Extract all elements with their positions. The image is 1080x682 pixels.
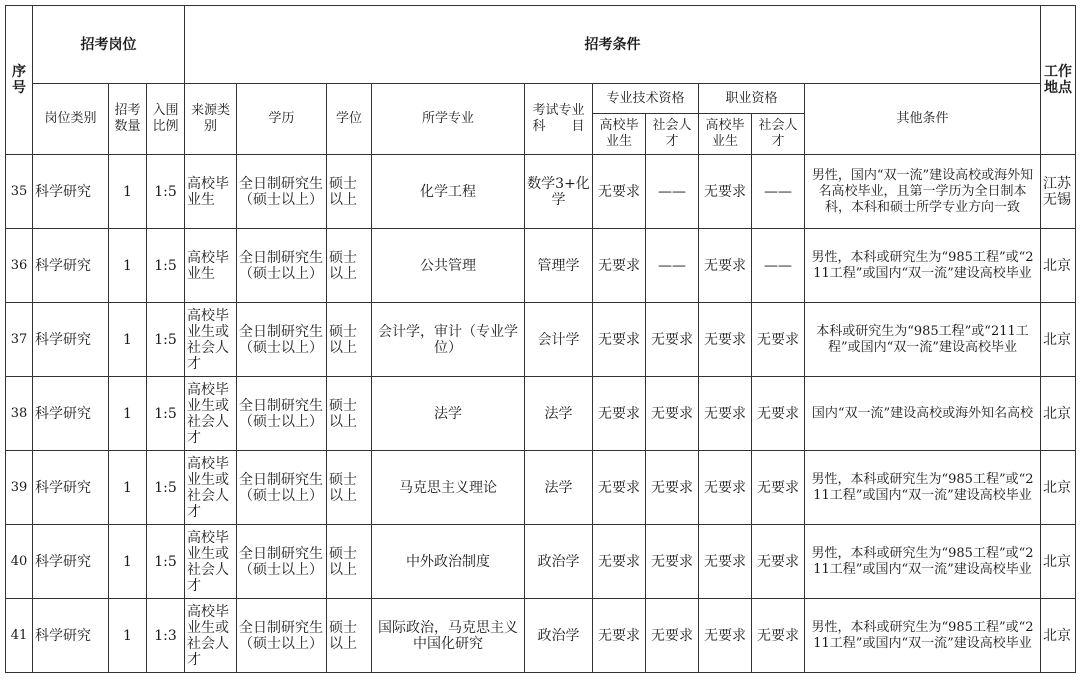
row-exam-subject-cell: 管理学	[525, 229, 593, 303]
row-education-cell: 全日制研究生（硕士以上）	[237, 155, 327, 229]
row-source-cell: 高校毕业生或社会人才	[185, 599, 237, 673]
row-voc-grad-cell: 无要求	[699, 451, 752, 525]
header-voc-grad: 高校毕业生	[699, 114, 752, 155]
row-seq-cell: 36	[6, 229, 33, 303]
row-exam-subject-cell: 法学	[525, 377, 593, 451]
row-location-cell: 北京	[1041, 377, 1076, 451]
row-category-cell: 科学研究	[33, 377, 109, 451]
row-category-cell: 科学研究	[33, 599, 109, 673]
table-row	[6, 229, 1076, 303]
row-exam-subject-cell: 政治学	[525, 525, 593, 599]
row-tech-grad-cell: 无要求	[593, 377, 646, 451]
row-voc-social-cell: ——	[752, 155, 805, 229]
row-education-cell: 全日制研究生（硕士以上）	[237, 525, 327, 599]
row-ratio-cell: 1:5	[147, 377, 185, 451]
table-row	[6, 599, 1076, 673]
row-voc-grad-cell: 无要求	[699, 525, 752, 599]
header-conditions-group: 招考条件	[185, 6, 1041, 84]
row-other-conditions-cell: 男性，本科或研究生为“985工程”或“211工程”或国内“双一流”建设高校毕业	[805, 599, 1041, 673]
row-location-cell: 北京	[1041, 451, 1076, 525]
row-source-cell: 高校毕业生或社会人才	[185, 377, 237, 451]
row-degree-cell: 硕士以上	[327, 155, 372, 229]
row-quota-cell: 1	[109, 525, 147, 599]
row-category-cell: 科学研究	[33, 303, 109, 377]
row-seq-cell: 38	[6, 377, 33, 451]
row-other-conditions-cell: 男性，国内“双一流”建设高校或海外知名高校毕业，且第一学历为全日制本科，本科和硕士所学专业方向一致	[805, 155, 1041, 229]
row-voc-social-cell: 无要求	[752, 451, 805, 525]
row-tech-social-cell: 无要求	[646, 303, 699, 377]
row-education-cell: 全日制研究生（硕士以上）	[237, 229, 327, 303]
header-source: 来源类别	[185, 84, 237, 155]
header-degree: 学位	[327, 84, 372, 155]
row-seq-cell: 40	[6, 525, 33, 599]
row-location-cell: 北京	[1041, 599, 1076, 673]
header-other-conditions: 其他条件	[805, 84, 1041, 155]
row-other-conditions-cell: 男性，本科或研究生为“985工程”或“211工程”或国内“双一流”建设高校毕业	[805, 451, 1041, 525]
row-quota-cell: 1	[109, 229, 147, 303]
row-degree-cell: 硕士以上	[327, 525, 372, 599]
header-education: 学历	[237, 84, 327, 155]
row-tech-grad-cell: 无要求	[593, 155, 646, 229]
row-ratio-cell: 1:5	[147, 525, 185, 599]
row-location-cell: 北京	[1041, 229, 1076, 303]
row-tech-grad-cell: 无要求	[593, 599, 646, 673]
row-other-conditions-cell: 男性，本科或研究生为“985工程”或“211工程”或国内“双一流”建设高校毕业	[805, 229, 1041, 303]
header-seq: 序号	[6, 6, 33, 155]
header-major: 所学专业	[372, 84, 525, 155]
row-voc-grad-cell: 无要求	[699, 155, 752, 229]
row-source-cell: 高校毕业生	[185, 155, 237, 229]
row-degree-cell: 硕士以上	[327, 229, 372, 303]
row-ratio-cell: 1:5	[147, 303, 185, 377]
header-tech-grad: 高校毕业生	[593, 114, 646, 155]
table-row	[6, 155, 1076, 229]
row-other-conditions-cell: 男性，本科或研究生为“985工程”或“211工程”或国内“双一流”建设高校毕业	[805, 525, 1041, 599]
row-tech-social-cell: ——	[646, 155, 699, 229]
row-major-cell: 法学	[372, 377, 525, 451]
row-education-cell: 全日制研究生（硕士以上）	[237, 451, 327, 525]
recruitment-table	[5, 5, 1076, 673]
row-tech-social-cell: 无要求	[646, 599, 699, 673]
row-source-cell: 高校毕业生	[185, 229, 237, 303]
row-tech-grad-cell: 无要求	[593, 451, 646, 525]
header-row-2	[6, 84, 1076, 114]
row-quota-cell: 1	[109, 599, 147, 673]
row-exam-subject-cell: 政治学	[525, 599, 593, 673]
row-seq-cell: 39	[6, 451, 33, 525]
header-tech-social: 社会人才	[646, 114, 699, 155]
header-quota: 招考数量	[109, 84, 147, 155]
row-location-cell: 北京	[1041, 525, 1076, 599]
header-row-1	[6, 6, 1076, 84]
row-seq-cell: 37	[6, 303, 33, 377]
row-tech-social-cell: ——	[646, 229, 699, 303]
row-exam-subject-cell: 会计学	[525, 303, 593, 377]
row-tech-grad-cell: 无要求	[593, 229, 646, 303]
row-voc-grad-cell: 无要求	[699, 229, 752, 303]
row-education-cell: 全日制研究生（硕士以上）	[237, 303, 327, 377]
header-location: 工作地点	[1041, 6, 1076, 155]
row-voc-grad-cell: 无要求	[699, 377, 752, 451]
row-education-cell: 全日制研究生（硕士以上）	[237, 377, 327, 451]
row-quota-cell: 1	[109, 451, 147, 525]
row-major-cell: 化学工程	[372, 155, 525, 229]
row-exam-subject-cell: 法学	[525, 451, 593, 525]
row-category-cell: 科学研究	[33, 525, 109, 599]
row-quota-cell: 1	[109, 155, 147, 229]
row-source-cell: 高校毕业生或社会人才	[185, 303, 237, 377]
header-exam-subject: 考试专业科 目	[525, 84, 593, 155]
row-major-cell: 马克思主义理论	[372, 451, 525, 525]
row-category-cell: 科学研究	[33, 155, 109, 229]
row-voc-social-cell: 无要求	[752, 377, 805, 451]
row-source-cell: 高校毕业生或社会人才	[185, 525, 237, 599]
row-major-cell: 会计学，审计（专业学位）	[372, 303, 525, 377]
row-voc-social-cell: 无要求	[752, 303, 805, 377]
row-seq-cell: 41	[6, 599, 33, 673]
row-category-cell: 科学研究	[33, 229, 109, 303]
header-tech-qualification: 专业技术资格	[593, 84, 699, 114]
row-major-cell: 中外政治制度	[372, 525, 525, 599]
row-voc-social-cell: 无要求	[752, 599, 805, 673]
header-voc-social: 社会人才	[752, 114, 805, 155]
row-quota-cell: 1	[109, 377, 147, 451]
row-seq-cell: 35	[6, 155, 33, 229]
row-voc-social-cell: ——	[752, 229, 805, 303]
header-ratio: 入围比例	[147, 84, 185, 155]
row-exam-subject-cell: 数学3+化学	[525, 155, 593, 229]
row-other-conditions-cell: 国内“双一流”建设高校或海外知名高校	[805, 377, 1041, 451]
row-ratio-cell: 1:5	[147, 155, 185, 229]
row-quota-cell: 1	[109, 303, 147, 377]
row-major-cell: 公共管理	[372, 229, 525, 303]
table-row	[6, 303, 1076, 377]
row-category-cell: 科学研究	[33, 451, 109, 525]
row-major-cell: 国际政治，马克思主义中国化研究	[372, 599, 525, 673]
row-ratio-cell: 1:5	[147, 229, 185, 303]
row-tech-social-cell: 无要求	[646, 451, 699, 525]
row-tech-grad-cell: 无要求	[593, 525, 646, 599]
header-vocational-qualification: 职业资格	[699, 84, 805, 114]
row-ratio-cell: 1:3	[147, 599, 185, 673]
row-degree-cell: 硕士以上	[327, 451, 372, 525]
row-tech-social-cell: 无要求	[646, 525, 699, 599]
row-degree-cell: 硕士以上	[327, 599, 372, 673]
row-education-cell: 全日制研究生（硕士以上）	[237, 599, 327, 673]
row-voc-grad-cell: 无要求	[699, 599, 752, 673]
table-body	[6, 6, 1076, 673]
row-ratio-cell: 1:5	[147, 451, 185, 525]
table-row	[6, 377, 1076, 451]
row-voc-social-cell: 无要求	[752, 525, 805, 599]
header-position-group: 招考岗位	[33, 6, 185, 84]
row-tech-social-cell: 无要求	[646, 377, 699, 451]
row-degree-cell: 硕士以上	[327, 377, 372, 451]
table-row	[6, 525, 1076, 599]
row-location-cell: 北京	[1041, 303, 1076, 377]
header-category: 岗位类别	[33, 84, 109, 155]
row-other-conditions-cell: 本科或研究生为“985工程”或“211工程”或国内“双一流”建设高校毕业	[805, 303, 1041, 377]
row-location-cell: 江苏无锡	[1041, 155, 1076, 229]
row-tech-grad-cell: 无要求	[593, 303, 646, 377]
row-voc-grad-cell: 无要求	[699, 303, 752, 377]
row-source-cell: 高校毕业生或社会人才	[185, 451, 237, 525]
row-degree-cell: 硕士以上	[327, 303, 372, 377]
table-row	[6, 451, 1076, 525]
